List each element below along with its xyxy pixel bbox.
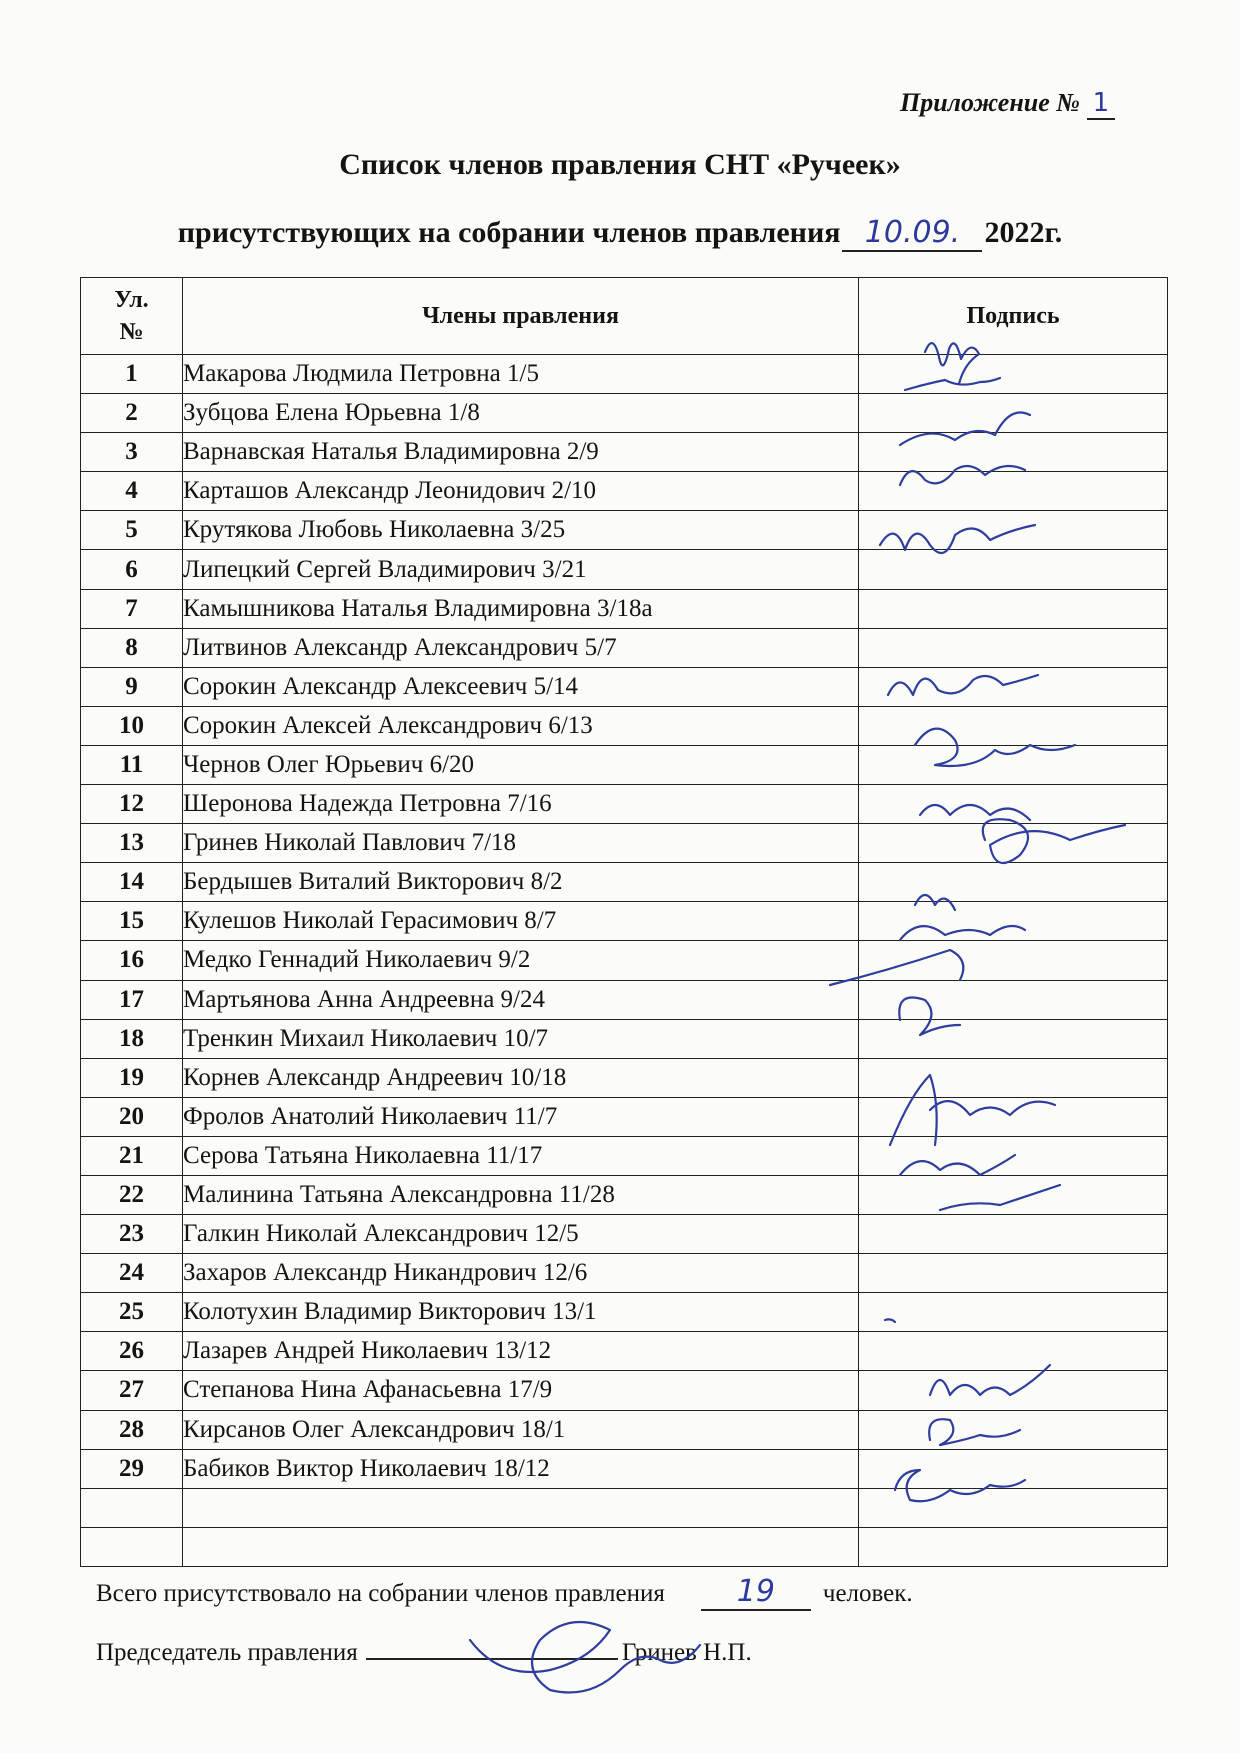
- members-table: [80, 277, 1168, 1567]
- row-number: 21: [81, 1136, 183, 1175]
- member-name: Лазарев Андрей Николаевич 13/12: [183, 1332, 859, 1371]
- row-number: 24: [81, 1254, 183, 1293]
- header-number: [81, 278, 183, 355]
- total-unit: человек.: [822, 1580, 913, 1607]
- signature-cell: [859, 394, 1168, 433]
- table-row: [81, 941, 1168, 980]
- row-number: 19: [81, 1058, 183, 1097]
- signature-cell: [859, 863, 1168, 902]
- member-name: Крутякова Любовь Николаевна 3/25: [183, 511, 859, 550]
- member-name: Бердышев Виталий Викторович 8/2: [183, 863, 859, 902]
- row-number: 9: [81, 667, 183, 706]
- signature-cell: [859, 1097, 1168, 1136]
- table-row: [81, 785, 1168, 824]
- subtitle-suffix: 2022г.: [984, 216, 1063, 249]
- member-name: Сорокин Алексей Александрович 6/13: [183, 706, 859, 745]
- row-number: 12: [81, 785, 183, 824]
- table-row: [81, 1175, 1168, 1214]
- member-name: Карташов Александр Леонидович 2/10: [183, 472, 859, 511]
- member-name: Зубцова Елена Юрьевна 1/8: [183, 394, 859, 433]
- signature-cell: [859, 824, 1168, 863]
- member-name: Варнавская Наталья Владимировна 2/9: [183, 433, 859, 472]
- chair-label: Председатель правления: [96, 1639, 358, 1666]
- member-name: Шеронова Надежда Петровна 7/16: [183, 785, 859, 824]
- signature-cell: [859, 355, 1168, 394]
- signature-cell: [859, 511, 1168, 550]
- member-name: [183, 1527, 859, 1566]
- signature-cell: [859, 745, 1168, 784]
- annex-label-text: Приложение №: [900, 88, 1081, 117]
- table-row: [81, 863, 1168, 902]
- row-number: 4: [81, 472, 183, 511]
- signature-cell: [859, 589, 1168, 628]
- chair-signature-line: [366, 1636, 618, 1660]
- row-number: 14: [81, 863, 183, 902]
- row-number: 13: [81, 824, 183, 863]
- table-row: [81, 1097, 1168, 1136]
- member-name: Фролов Анатолий Николаевич 11/7: [183, 1097, 859, 1136]
- member-name: [183, 1488, 859, 1527]
- signature-cell: [859, 628, 1168, 667]
- row-number: 28: [81, 1410, 183, 1449]
- member-name: Малинина Татьяна Александровна 11/28: [183, 1175, 859, 1214]
- row-number: 10: [81, 706, 183, 745]
- row-number: 8: [81, 628, 183, 667]
- table-row: [81, 745, 1168, 784]
- subtitle-prefix: присутствующих на собрании членов правления: [177, 216, 841, 249]
- signature-cell: [859, 433, 1168, 472]
- signature-cell: [859, 1488, 1168, 1527]
- table-row: [81, 1527, 1168, 1566]
- row-number: 16: [81, 941, 183, 980]
- header-members: Члены правления: [183, 278, 859, 355]
- signature-cell: [859, 472, 1168, 511]
- table-row: [81, 1058, 1168, 1097]
- row-number: 15: [81, 902, 183, 941]
- member-name: Бабиков Виктор Николаевич 18/12: [183, 1449, 859, 1488]
- member-name: Мартьянова Анна Андреевна 9/24: [183, 980, 859, 1019]
- total-count: 19: [701, 1574, 811, 1611]
- signature-cell: [859, 1019, 1168, 1058]
- table-row: [81, 1410, 1168, 1449]
- signature-cell: [859, 980, 1168, 1019]
- row-number: 2: [81, 394, 183, 433]
- signature-cell: [859, 550, 1168, 589]
- table-row: [81, 511, 1168, 550]
- signature-cell: [859, 1215, 1168, 1254]
- signature-cell: [859, 667, 1168, 706]
- signature-cell: [859, 1449, 1168, 1488]
- signature-cell: [859, 902, 1168, 941]
- signature-cell: [859, 1527, 1168, 1566]
- chairman-line: [96, 1636, 752, 1667]
- table-row: [81, 1215, 1168, 1254]
- row-number: [81, 1527, 183, 1566]
- member-name: Галкин Николай Александрович 12/5: [183, 1215, 859, 1254]
- member-name: Литвинов Александр Александрович 5/7: [183, 628, 859, 667]
- table-row: [81, 706, 1168, 745]
- member-name: Кирсанов Олег Александрович 18/1: [183, 1410, 859, 1449]
- header-signature: Подпись: [859, 278, 1168, 355]
- table-row: [81, 1371, 1168, 1410]
- signature-cell: [859, 1293, 1168, 1332]
- header-number-line2: №: [119, 319, 144, 345]
- signature-cell: [859, 1136, 1168, 1175]
- table-row: [81, 824, 1168, 863]
- table-row: [81, 980, 1168, 1019]
- table-header-row: [81, 278, 1168, 355]
- member-name: Захаров Александр Никандрович 12/6: [183, 1254, 859, 1293]
- table-row: [81, 433, 1168, 472]
- member-name: Макарова Людмила Петровна 1/5: [183, 355, 859, 394]
- table-row: [81, 589, 1168, 628]
- signature-cell: [859, 785, 1168, 824]
- table-row: [81, 550, 1168, 589]
- row-number: 29: [81, 1449, 183, 1488]
- table-row: [81, 394, 1168, 433]
- signature-cell: [859, 1058, 1168, 1097]
- member-name: Кулешов Николай Герасимович 8/7: [183, 902, 859, 941]
- member-name: Липецкий Сергей Владимирович 3/21: [183, 550, 859, 589]
- member-name: Камышникова Наталья Владимировна 3/18а: [183, 589, 859, 628]
- table-row: [81, 1293, 1168, 1332]
- row-number: 25: [81, 1293, 183, 1332]
- row-number: 5: [81, 511, 183, 550]
- annex-number: 1: [1087, 88, 1116, 120]
- member-name: Чернов Олег Юрьевич 6/20: [183, 745, 859, 784]
- document-title: Список членов правления СНТ «Ручеек»: [339, 148, 901, 181]
- row-number: 18: [81, 1019, 183, 1058]
- row-number: 26: [81, 1332, 183, 1371]
- member-name: Сорокин Александр Алексеевич 5/14: [183, 667, 859, 706]
- table-row: [81, 1449, 1168, 1488]
- row-number: 17: [81, 980, 183, 1019]
- signature-cell: [859, 1254, 1168, 1293]
- table-row: [81, 472, 1168, 511]
- signature-cell: [859, 1332, 1168, 1371]
- header-number-line1: Ул.: [114, 286, 149, 313]
- table-row: [81, 628, 1168, 667]
- chair-name: Гринев Н.П.: [621, 1639, 752, 1666]
- member-name: Серова Татьяна Николаевна 11/17: [183, 1136, 859, 1175]
- row-number: 20: [81, 1097, 183, 1136]
- document-subtitle: [0, 215, 1240, 252]
- signature-cell: [859, 1410, 1168, 1449]
- table-row: [81, 1136, 1168, 1175]
- table-row: [81, 355, 1168, 394]
- member-name: Степанова Нина Афанасьевна 17/9: [183, 1371, 859, 1410]
- member-name: Тренкин Михаил Николаевич 10/7: [183, 1019, 859, 1058]
- signature-cell: [859, 1371, 1168, 1410]
- table-row: [81, 1254, 1168, 1293]
- signature-cell: [859, 1175, 1168, 1214]
- table-row: [81, 1332, 1168, 1371]
- row-number: 22: [81, 1175, 183, 1214]
- row-number: 6: [81, 550, 183, 589]
- row-number: [81, 1488, 183, 1527]
- member-name: Колотухин Владимир Викторович 13/1: [183, 1293, 859, 1332]
- annex-label: [900, 88, 1160, 120]
- row-number: 11: [81, 745, 183, 784]
- meeting-date: 10.09.: [842, 215, 982, 252]
- signature-cell: [859, 941, 1168, 980]
- signature-cell: [859, 706, 1168, 745]
- member-name: Медко Геннадий Николаевич 9/2: [183, 941, 859, 980]
- table-row: [81, 1488, 1168, 1527]
- total-label: Всего присутствовало на собрании членов правления: [96, 1580, 665, 1607]
- table-row: [81, 667, 1168, 706]
- member-name: Корнев Александр Андреевич 10/18: [183, 1058, 859, 1097]
- table-row: [81, 902, 1168, 941]
- row-number: 23: [81, 1215, 183, 1254]
- row-number: 1: [81, 355, 183, 394]
- member-name: Гринев Николай Павлович 7/18: [183, 824, 859, 863]
- table-row: [81, 1019, 1168, 1058]
- row-number: 7: [81, 589, 183, 628]
- total-attendance: [96, 1574, 913, 1611]
- row-number: 27: [81, 1371, 183, 1410]
- row-number: 3: [81, 433, 183, 472]
